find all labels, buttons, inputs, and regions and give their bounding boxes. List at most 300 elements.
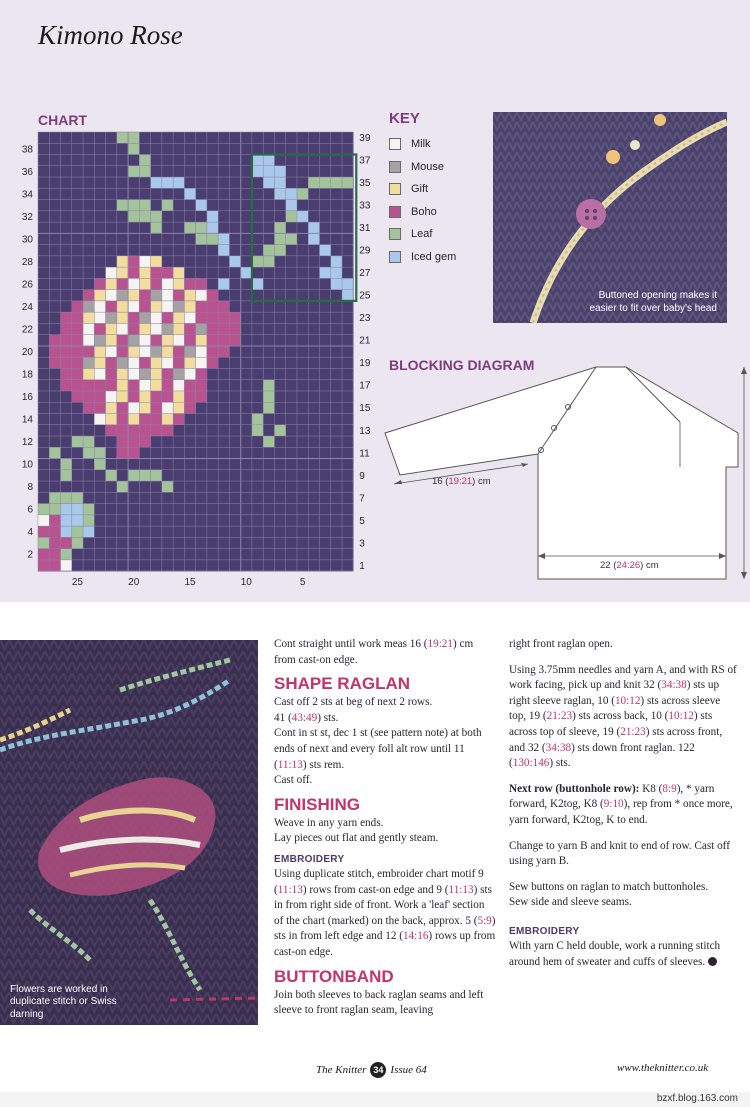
- paragraph: [509, 939, 737, 970]
- photo-caption: Buttoned opening makes it easier to fit over baby's head: [589, 290, 717, 314]
- chart-stitch: [61, 560, 72, 571]
- row-number: 21: [359, 335, 371, 347]
- chart-stitch: [94, 335, 105, 346]
- chart-stitch: [49, 335, 60, 346]
- row-number: 37: [359, 155, 371, 167]
- chart-stitch: [252, 155, 263, 166]
- chart-stitch: [286, 211, 297, 222]
- chart-stitch: [162, 290, 173, 301]
- chart-stitch: [162, 346, 173, 357]
- chart-stitch: [83, 402, 94, 413]
- sleeve-measurement: 16 (19:21) cm: [432, 476, 491, 487]
- chart-stitch: [252, 166, 263, 177]
- measure-alt: 19:21: [448, 476, 473, 487]
- size-values: 130:146: [512, 757, 550, 770]
- chart-stitch: [162, 278, 173, 289]
- chart-stitch: [151, 290, 162, 301]
- column-number: 20: [128, 577, 140, 589]
- chart-stitch: [252, 425, 263, 436]
- row-number: 22: [21, 324, 33, 336]
- chart-stitch: [286, 233, 297, 244]
- swatch-leaf: [389, 228, 401, 240]
- chart-stitch: [117, 278, 128, 289]
- chart-stitch: [162, 368, 173, 379]
- chart-stitch: [61, 335, 72, 346]
- chart-stitch: [263, 402, 274, 413]
- chart-stitch: [83, 380, 94, 391]
- chart-stitch: [173, 391, 184, 402]
- chart-stitch: [162, 301, 173, 312]
- chart-stitch: [128, 267, 139, 278]
- chart-stitch: [184, 368, 195, 379]
- chart-stitch: [106, 301, 117, 312]
- chart-stitch: [61, 346, 72, 357]
- chart-stitch: [173, 290, 184, 301]
- size-values: 11:13: [448, 883, 474, 896]
- chart-stitch: [139, 301, 150, 312]
- chart-stitch: [184, 357, 195, 368]
- chart-stitch: [173, 323, 184, 334]
- chart-stitch: [196, 301, 207, 312]
- paragraph: Weave in any yarn ends.: [274, 816, 384, 829]
- chart-stitch: [106, 380, 117, 391]
- size-values: 34:38: [661, 679, 687, 692]
- chart-stitch: [61, 459, 72, 470]
- key-label: Leaf: [411, 228, 433, 241]
- chart-stitch: [218, 312, 229, 323]
- chart-stitch: [151, 177, 162, 188]
- row-number: 14: [21, 414, 33, 426]
- row-number: 3: [359, 538, 365, 550]
- size-values: 14:16: [402, 930, 429, 943]
- row-number: 30: [21, 234, 33, 246]
- blocking-diagram-heading: BLOCKING DIAGRAM: [389, 357, 535, 373]
- chart-stitch: [128, 470, 139, 481]
- size-values: 34:38: [545, 741, 572, 754]
- chart-stitch: [38, 515, 49, 526]
- chart-stitch: [106, 368, 117, 379]
- chart-stitch: [139, 335, 150, 346]
- paragraph: Cast off.: [274, 774, 313, 787]
- chart-stitch: [49, 560, 60, 571]
- chart-stitch: [151, 267, 162, 278]
- chart-stitch: [196, 357, 207, 368]
- chart-stitch: [139, 267, 150, 278]
- instructions-column-1: [274, 637, 496, 1019]
- chart-stitch: [117, 391, 128, 402]
- key-label: Mouse: [411, 160, 445, 173]
- chart-stitch: [162, 323, 173, 334]
- chart-stitch: [196, 290, 207, 301]
- chart-stitch: [49, 537, 60, 548]
- issue-number: Issue 64: [390, 1064, 427, 1076]
- measure-value: 16: [432, 476, 443, 487]
- chart-stitch: [83, 391, 94, 402]
- chart-stitch: [72, 368, 83, 379]
- size-values: 11:13: [277, 758, 303, 771]
- row-number: 6: [27, 504, 33, 516]
- chart-stitch: [49, 492, 60, 503]
- key-label: Milk: [411, 138, 431, 151]
- chart-stitch: [106, 278, 117, 289]
- row-number: 12: [21, 437, 33, 449]
- chart-stitch: [207, 346, 218, 357]
- chart-stitch: [196, 323, 207, 334]
- chart-stitch: [196, 346, 207, 357]
- row-number: 16: [21, 391, 33, 403]
- chart-stitch: [128, 391, 139, 402]
- chart-stitch: [61, 323, 72, 334]
- end-mark-icon: [708, 957, 717, 966]
- key-item-iced-gem: [389, 246, 489, 269]
- chart-stitch: [184, 323, 195, 334]
- chart-stitch: [38, 537, 49, 548]
- paragraph: Sew side and sleeve seams.: [509, 896, 632, 909]
- chart-stitch: [117, 402, 128, 413]
- chart-stitch: [151, 312, 162, 323]
- chart-stitch: [106, 414, 117, 425]
- chart-stitch: [184, 301, 195, 312]
- chart-stitch: [139, 256, 150, 267]
- chart-stitch: [94, 290, 105, 301]
- chart-stitch: [94, 459, 105, 470]
- chart-stitch: [274, 425, 285, 436]
- chart-stitch: [94, 380, 105, 391]
- chart-stitch: [263, 380, 274, 391]
- chart-stitch: [252, 414, 263, 425]
- size-values: 21:23: [620, 725, 646, 738]
- chart-stitch: [196, 312, 207, 323]
- embroidered-flower-photo: [0, 640, 258, 1025]
- size-values: 21:23: [546, 710, 573, 723]
- chart-stitch: [151, 368, 162, 379]
- chart-stitch: [308, 222, 319, 233]
- chart-stitch: [342, 177, 353, 188]
- chart-stitch: [162, 481, 173, 492]
- row-number: 9: [359, 470, 365, 482]
- chart-stitch: [173, 368, 184, 379]
- chart-stitch: [94, 402, 105, 413]
- paragraph: Using 3.75mm needles and yarn A, and with RS of work facing, pick up and knit 32 (34:38) sts up right sleeve raglan, 10 (10:12) sts across sleeve top, 19 (21:23) sts across back, 10 (10:12) sts across top of sleeve, 19 (21:23) sts across front, and 32 (34:38) sts down front raglan. 122 (130:146) sts.: [509, 663, 737, 770]
- chart-stitch: [117, 380, 128, 391]
- row-number: 35: [359, 178, 371, 190]
- chart-stitch: [173, 346, 184, 357]
- chart-stitch: [139, 211, 150, 222]
- chart-stitch: [49, 526, 60, 537]
- chart-stitch: [263, 436, 274, 447]
- chart-stitch: [320, 245, 331, 256]
- chart-stitch: [286, 188, 297, 199]
- chart-stitch: [72, 526, 83, 537]
- chart-stitch: [139, 200, 150, 211]
- chart-stitch: [106, 402, 117, 413]
- chart-stitch: [128, 132, 139, 143]
- page-number: 34: [370, 1062, 386, 1078]
- key-label: Boho: [411, 205, 437, 218]
- chart-stitch: [297, 211, 308, 222]
- chart-stitch: [162, 391, 173, 402]
- row-label: Next row (buttonhole row):: [509, 782, 640, 795]
- chart-stitch: [128, 380, 139, 391]
- chart-stitch: [38, 549, 49, 560]
- chart-stitch: [263, 391, 274, 402]
- paragraph: Next row (buttonhole row): K8 (8:9), * yarn forward, K2tog, K8 (9:10), rep from * once more, yarn forward, K2tog, K to end.: [509, 782, 733, 826]
- chart-stitch: [196, 222, 207, 233]
- chart-stitch: [151, 425, 162, 436]
- colourwork-chart: [0, 128, 380, 598]
- chart-stitch: [274, 188, 285, 199]
- chart-stitch: [128, 200, 139, 211]
- chart-stitch: [128, 211, 139, 222]
- chart-stitch: [274, 166, 285, 177]
- blocking-diagram: [378, 360, 750, 590]
- measure-unit: cm: [645, 560, 659, 571]
- chart-stitch: [61, 492, 72, 503]
- size-values: 9:10: [603, 798, 624, 811]
- chart-stitch: [117, 301, 128, 312]
- chart-stitch: [139, 436, 150, 447]
- watermark-text: bzxf.blog.163.com: [656, 1093, 738, 1104]
- chart-stitch: [151, 222, 162, 233]
- chart-stitch: [151, 357, 162, 368]
- chart-stitch: [61, 357, 72, 368]
- chart-stitch: [286, 200, 297, 211]
- page-title: Kimono Rose: [38, 20, 183, 50]
- chart-stitch: [117, 200, 128, 211]
- chart-stitch: [263, 155, 274, 166]
- row-number: 15: [359, 403, 371, 415]
- key-item-boho: [389, 201, 489, 224]
- chart-stitch: [38, 526, 49, 537]
- chart-stitch: [342, 290, 353, 301]
- chart-stitch: [252, 278, 263, 289]
- row-number: 32: [21, 211, 33, 223]
- chart-stitch: [72, 391, 83, 402]
- chart-stitch: [106, 470, 117, 481]
- chart-stitch: [117, 357, 128, 368]
- column-number: 25: [71, 577, 83, 589]
- row-number: 13: [359, 425, 371, 437]
- chart-stitch: [218, 278, 229, 289]
- chart-stitch: [196, 391, 207, 402]
- chart-stitch: [128, 301, 139, 312]
- section-heading-buttonband: BUTTONBAND: [274, 966, 394, 986]
- chart-stitch: [106, 425, 117, 436]
- chart-stitch: [274, 233, 285, 244]
- chart-stitch: [128, 323, 139, 334]
- size-values: 8:9: [662, 782, 677, 795]
- swatch-iced-gem: [389, 251, 401, 263]
- chart-stitch: [139, 346, 150, 357]
- chart-stitch: [94, 312, 105, 323]
- row-number: 34: [21, 189, 33, 201]
- chart-stitch: [139, 402, 150, 413]
- chart-stitch: [94, 391, 105, 402]
- chart-stitch: [218, 245, 229, 256]
- chart-stitch: [83, 301, 94, 312]
- row-number: 28: [21, 256, 33, 268]
- chart-stitch: [106, 335, 117, 346]
- chart-stitch: [139, 357, 150, 368]
- chart-stitch: [173, 380, 184, 391]
- row-number: 20: [21, 346, 33, 358]
- chart-stitch: [117, 335, 128, 346]
- swatch-mouse: [389, 161, 401, 173]
- row-number: 18: [21, 369, 33, 381]
- chart-stitch: [173, 278, 184, 289]
- chart-stitch: [94, 301, 105, 312]
- chart-stitch: [117, 481, 128, 492]
- chart-stitch: [128, 256, 139, 267]
- row-number: 7: [359, 493, 365, 505]
- subheading-embroidery: EMBROIDERY: [509, 925, 580, 937]
- subheading-embroidery: EMBROIDERY: [274, 853, 345, 865]
- chart-stitch: [72, 357, 83, 368]
- size-values: 19:21: [427, 638, 453, 650]
- chart-stitch: [297, 188, 308, 199]
- chart-stitch: [218, 233, 229, 244]
- chart-stitch: [162, 335, 173, 346]
- chart-stitch: [207, 211, 218, 222]
- chart-stitch: [61, 549, 72, 560]
- chart-stitch: [61, 368, 72, 379]
- chart-stitch: [49, 357, 60, 368]
- measure-value: 22: [600, 560, 611, 571]
- chart-stitch: [162, 267, 173, 278]
- chart-stitch: [72, 380, 83, 391]
- chart-stitch: [184, 188, 195, 199]
- chart-stitch: [308, 177, 319, 188]
- footer-url[interactable]: www.theknitter.co.uk: [617, 1062, 709, 1074]
- chart-stitch: [94, 447, 105, 458]
- column-number: 15: [184, 577, 196, 589]
- key-item-gift: [389, 178, 489, 201]
- chart-stitch: [342, 278, 353, 289]
- chart-stitch: [128, 166, 139, 177]
- chart-stitch: [61, 526, 72, 537]
- chart-stitch: [117, 447, 128, 458]
- chart-stitch: [151, 391, 162, 402]
- paragraph: Change to yarn B and knit to end of row. Cast off using yarn B.: [509, 839, 730, 868]
- chart-stitch: [139, 470, 150, 481]
- chart-stitch: [151, 211, 162, 222]
- chart-stitch: [72, 492, 83, 503]
- chart-stitch: [72, 515, 83, 526]
- chart-stitch: [128, 447, 139, 458]
- chart-stitch: [162, 425, 173, 436]
- chart-stitch: [61, 380, 72, 391]
- chart-stitch: [151, 402, 162, 413]
- chart-stitch: [218, 335, 229, 346]
- chart-stitch: [196, 233, 207, 244]
- row-number: 1: [359, 560, 365, 572]
- paragraph: Using duplicate stitch, embroider chart motif 9 (11:13) rows from cast-on edge and 9 (11:13) sts in from right side of front. Work a 'leaf' section of the chart (marked) on the back, approx. 5 (5:9) sts in from left edge and 12 (14:16) rows up from cast-on edge.: [274, 867, 496, 958]
- chart-stitch: [117, 132, 128, 143]
- chart-stitch: [49, 515, 60, 526]
- width-measurement: 22 (24:26) cm: [600, 560, 659, 571]
- chart-stitch: [184, 278, 195, 289]
- row-number: 5: [359, 515, 365, 527]
- size-values: 43:49: [291, 711, 318, 724]
- chart-stitch: [162, 414, 173, 425]
- row-number: 24: [21, 301, 33, 313]
- chart-stitch: [72, 301, 83, 312]
- chart-stitch: [72, 312, 83, 323]
- paragraph: Sew buttons on raglan to match buttonholes.: [509, 880, 709, 893]
- chart-stitch: [173, 402, 184, 413]
- chart-stitch: [83, 346, 94, 357]
- key-label: Gift: [411, 183, 429, 196]
- key-item-leaf: [389, 223, 489, 246]
- chart-stitch: [128, 402, 139, 413]
- chart-stitch: [94, 357, 105, 368]
- chart-stitch: [320, 267, 331, 278]
- chart-stitch: [151, 278, 162, 289]
- chart-stitch: [229, 312, 240, 323]
- chart-stitch: [106, 290, 117, 301]
- chart-stitch: [94, 346, 105, 357]
- size-values: 5:9: [477, 914, 492, 927]
- chart-stitch: [128, 414, 139, 425]
- chart-stitch: [106, 391, 117, 402]
- chart-stitch: [173, 357, 184, 368]
- chart-stitch: [207, 323, 218, 334]
- key-item-mouse: [389, 156, 489, 179]
- chart-stitch: [173, 312, 184, 323]
- chart-stitch: [252, 256, 263, 267]
- chart-stitch: [218, 346, 229, 357]
- chart-stitch: [331, 267, 342, 278]
- row-number: 11: [359, 448, 370, 460]
- chart-stitch: [151, 414, 162, 425]
- chart-stitch: [128, 346, 139, 357]
- chart-stitch: [263, 245, 274, 256]
- chart-stitch: [162, 402, 173, 413]
- paragraph: 41 (43:49) sts.: [274, 711, 339, 724]
- row-number: 19: [359, 358, 371, 370]
- paragraph: Cont in st st, dec 1 st (see pattern note) at both ends of next and every foll alt row until 11 (11:13) sts rem.: [274, 727, 482, 771]
- chart-stitch: [274, 245, 285, 256]
- section-heading-finishing: FINISHING: [274, 794, 360, 814]
- watermark-bar: [0, 1092, 750, 1107]
- chart-stitch: [83, 504, 94, 515]
- chart-stitch: [151, 301, 162, 312]
- chart-stitch: [128, 312, 139, 323]
- chart-stitch: [117, 312, 128, 323]
- chart-stitch: [218, 301, 229, 312]
- chart-stitch: [139, 278, 150, 289]
- chart-stitch: [49, 346, 60, 357]
- chart-stitch: [139, 323, 150, 334]
- chart-stitch: [117, 346, 128, 357]
- row-number: 38: [21, 144, 33, 156]
- chart-stitch: [162, 380, 173, 391]
- chart-stitch: [106, 357, 117, 368]
- chart-stitch: [196, 200, 207, 211]
- chart-stitch: [274, 177, 285, 188]
- chart-stitch: [241, 267, 252, 278]
- chart-stitch: [49, 447, 60, 458]
- chart-stitch: [117, 323, 128, 334]
- chart-stitch: [117, 425, 128, 436]
- chart-stitch: [184, 290, 195, 301]
- chart-stitch: [184, 222, 195, 233]
- chart-stitch: [49, 504, 60, 515]
- paragraph: Lay pieces out flat and gently steam.: [274, 832, 439, 845]
- chart-stitch: [94, 368, 105, 379]
- chart-stitch: [308, 233, 319, 244]
- chart-stitch: [117, 414, 128, 425]
